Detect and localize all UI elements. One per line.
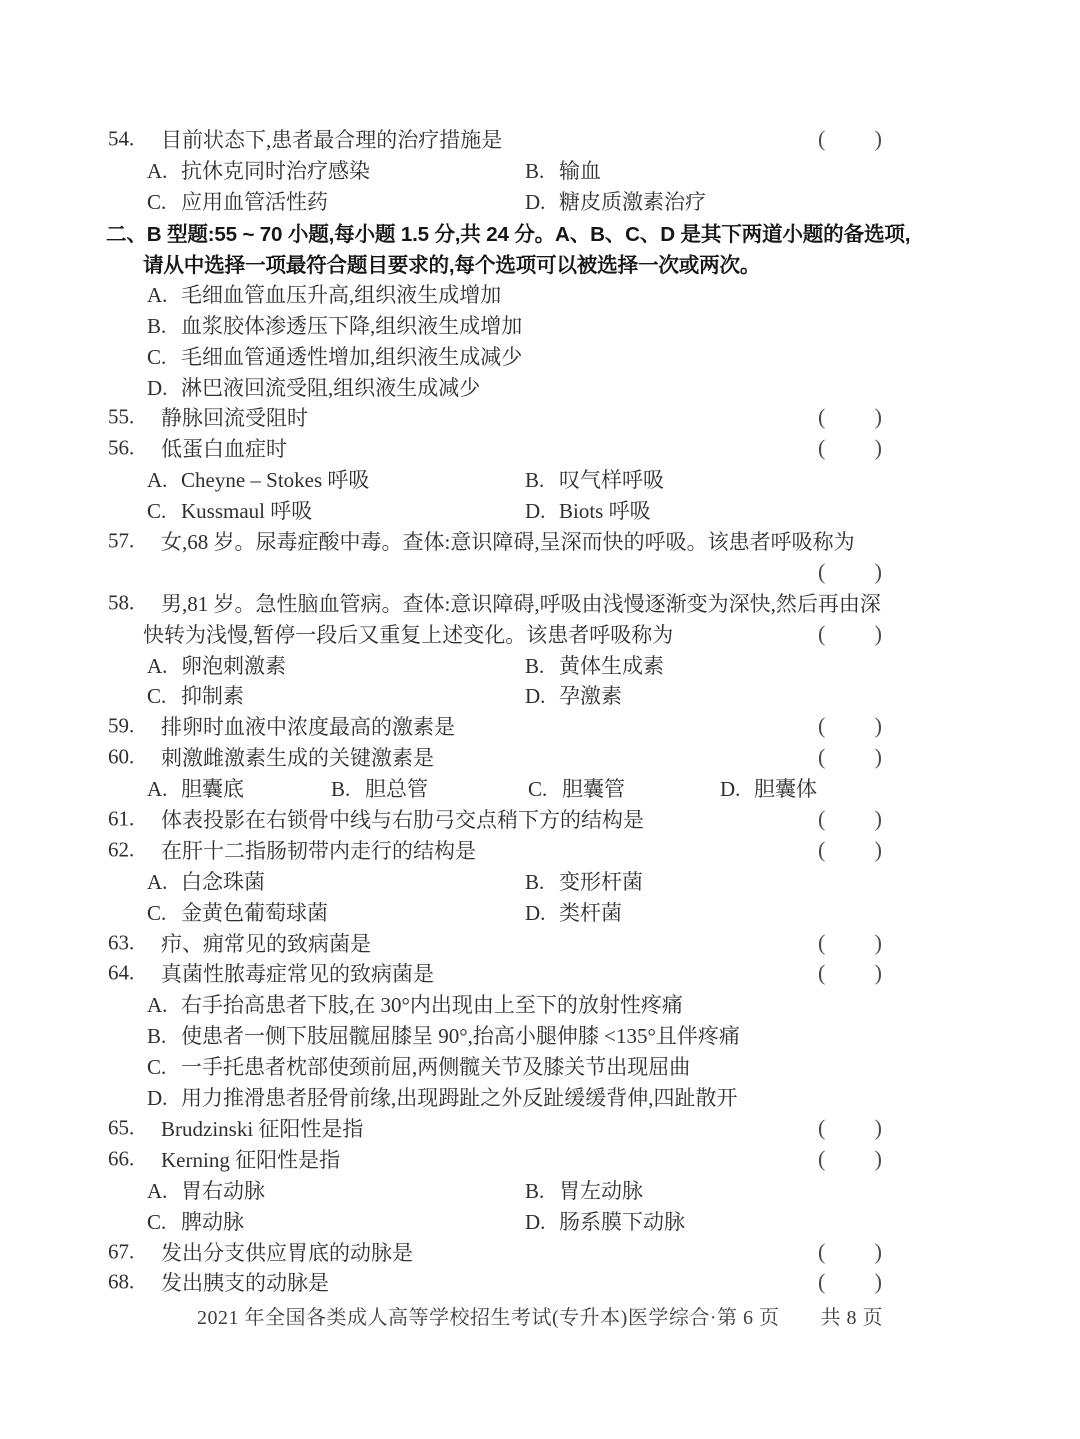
option-row	[0, 773, 1080, 804]
option-text: 孕激素	[559, 684, 622, 709]
answer-brackets	[818, 1115, 882, 1141]
question-text: 发出胰支的动脉是	[161, 1271, 329, 1296]
answer-brackets	[818, 806, 882, 832]
option-text: 淋巴液回流受阻,组织液生成减少	[181, 375, 481, 400]
option-letter: D.	[525, 190, 546, 215]
option-c	[528, 773, 625, 803]
option-a	[147, 989, 683, 1019]
answer-brackets	[818, 435, 882, 461]
option-letter: C.	[147, 190, 167, 215]
question-text: 低蛋白血症时	[161, 437, 287, 462]
option-d	[525, 186, 706, 216]
option-d	[525, 680, 622, 710]
option-d	[525, 897, 622, 927]
question-text: 男,81 岁。急性脑血管病。查体:意识障碍,呼吸由浅慢逐渐变为深快,然后再由深	[161, 591, 881, 616]
open-paren-icon: (	[818, 836, 826, 862]
answer-brackets	[818, 621, 882, 647]
question-66	[0, 1143, 1080, 1174]
option-text: 胃右动脉	[181, 1178, 265, 1203]
question-64	[0, 958, 1080, 989]
question-number: 55.	[108, 404, 135, 429]
option-letter: C.	[528, 777, 548, 802]
question-text: 真菌性脓毒症常见的致病菌是	[161, 962, 434, 987]
option-letter: D.	[525, 499, 546, 524]
option-b	[525, 155, 601, 185]
open-paren-icon: (	[818, 435, 826, 461]
question-text: 排卵时血液中浓度最高的激素是	[161, 715, 455, 740]
question-54	[0, 124, 1080, 155]
option-text: 使患者一侧下肢屈髋屈膝呈 90°,抬高小腿伸膝 <135°且伴疼痛	[181, 1024, 740, 1049]
option-row	[0, 464, 1080, 495]
option-letter: A.	[147, 653, 168, 678]
option-text: 抑制素	[181, 684, 244, 709]
option-row	[0, 1082, 1080, 1113]
question-62	[0, 834, 1080, 865]
option-d	[525, 1206, 685, 1236]
close-paren-icon: )	[874, 1238, 882, 1264]
question-text: Brudzinski 征阳性是指	[161, 1116, 364, 1141]
option-row	[0, 865, 1080, 896]
question-number: 67.	[108, 1239, 135, 1263]
open-paren-icon: (	[818, 713, 826, 739]
open-paren-icon: (	[818, 929, 826, 955]
option-letter: C.	[147, 900, 167, 925]
option-letter: A.	[147, 282, 168, 307]
option-text: 叹气样呼吸	[559, 468, 664, 493]
option-a	[147, 464, 369, 494]
open-paren-icon: (	[818, 620, 826, 646]
question-number: 58.	[108, 590, 135, 615]
option-letter: A.	[147, 869, 168, 894]
option-row	[0, 309, 1080, 340]
option-letter: D.	[525, 684, 546, 709]
option-letter: A.	[147, 468, 168, 493]
option-letter: B.	[331, 777, 351, 802]
option-c	[147, 341, 522, 371]
option-letter: D.	[147, 1086, 168, 1111]
exam-body	[0, 124, 1080, 1298]
close-paren-icon: )	[874, 929, 882, 955]
question-number: 65.	[108, 1115, 135, 1140]
option-text: 类杆菌	[559, 900, 622, 925]
close-paren-icon: )	[874, 836, 882, 862]
option-b	[525, 464, 664, 494]
answer-brackets	[818, 930, 882, 956]
question-65	[0, 1113, 1080, 1144]
answer-brackets	[818, 559, 882, 585]
option-letter: B.	[147, 313, 167, 338]
question-text: 发出分支供应胃底的动脉是	[161, 1240, 413, 1265]
option-b	[331, 773, 428, 803]
option-text: 一手托患者枕部使颈前屈,两侧髋关节及膝关节出现屈曲	[181, 1055, 691, 1080]
option-d	[147, 1082, 738, 1112]
option-text: 脾动脉	[181, 1209, 244, 1234]
question-58-continuation	[0, 618, 1080, 649]
option-d	[720, 773, 817, 803]
option-text: Kussmaul 呼吸	[181, 499, 313, 524]
option-c	[147, 1206, 244, 1236]
option-letter: D.	[525, 900, 546, 925]
option-text: 胆囊底	[181, 777, 244, 802]
option-letter: D.	[147, 375, 168, 400]
option-letter: C.	[147, 1209, 167, 1234]
option-row	[0, 649, 1080, 680]
close-paren-icon: )	[874, 1269, 882, 1295]
option-text: 胆囊体	[754, 777, 817, 802]
question-text: 体表投影在右锁骨中线与右肋弓交点稍下方的结构是	[161, 808, 644, 833]
answer-brackets	[818, 744, 882, 770]
option-row	[0, 896, 1080, 927]
question-number: 54.	[108, 126, 135, 151]
option-c	[147, 186, 328, 216]
open-paren-icon: (	[818, 1114, 826, 1140]
option-letter: A.	[147, 1178, 168, 1203]
option-text: 胃左动脉	[559, 1178, 643, 1203]
option-b	[525, 1175, 643, 1205]
option-text: 右手抬高患者下肢,在 30°内出现由上至下的放射性疼痛	[181, 993, 683, 1018]
option-row	[0, 371, 1080, 402]
question-number: 68.	[108, 1269, 135, 1294]
answer-brackets	[818, 126, 882, 152]
question-58	[0, 587, 1080, 618]
question-number: 64.	[108, 960, 135, 985]
option-text: 卵泡刺激素	[181, 653, 286, 678]
open-paren-icon: (	[818, 1269, 826, 1295]
answer-brackets	[818, 713, 882, 739]
open-paren-icon: (	[818, 1145, 826, 1171]
option-text: 应用血管活性药	[181, 190, 328, 215]
answer-brackets	[818, 1239, 882, 1265]
question-text: 快转为浅慢,暂停一段后又重复上述变化。该患者呼吸称为	[143, 622, 674, 647]
option-c	[147, 897, 328, 927]
option-text: Cheyne – Stokes 呼吸	[181, 468, 370, 493]
option-text: 糖皮质激素治疗	[559, 190, 706, 215]
question-68	[0, 1267, 1080, 1298]
option-text: 黄体生成素	[559, 653, 664, 678]
question-60	[0, 742, 1080, 773]
option-row	[0, 155, 1080, 186]
question-number: 57.	[108, 528, 135, 553]
option-text: 变形杆菌	[559, 869, 643, 894]
close-paren-icon: )	[874, 960, 882, 986]
close-paren-icon: )	[874, 1114, 882, 1140]
option-b	[147, 310, 522, 340]
section-b-heading-line1	[0, 217, 1080, 248]
option-text: 金黄色葡萄球菌	[181, 900, 328, 925]
option-text: 肠系膜下动脉	[559, 1209, 685, 1234]
option-row	[0, 1020, 1080, 1051]
option-row	[0, 1205, 1080, 1236]
option-row	[0, 278, 1080, 309]
option-letter: C.	[147, 684, 167, 709]
question-number: 63.	[108, 930, 135, 955]
question-text: 疖、痈常见的致病菌是	[161, 931, 371, 956]
close-paren-icon: )	[874, 806, 882, 832]
close-paren-icon: )	[874, 620, 882, 646]
question-text: Kerning 征阳性是指	[161, 1147, 341, 1172]
question-number: 56.	[108, 435, 135, 460]
open-paren-icon: (	[818, 1238, 826, 1264]
option-row	[0, 340, 1080, 371]
option-letter: C.	[147, 1055, 167, 1080]
option-row	[0, 989, 1080, 1020]
close-paren-icon: )	[874, 435, 882, 461]
option-c	[147, 495, 312, 525]
option-letter: D.	[525, 1209, 546, 1234]
open-paren-icon: (	[818, 960, 826, 986]
close-paren-icon: )	[874, 404, 882, 430]
section-b-heading-line2	[0, 248, 1080, 279]
option-letter: B.	[525, 1178, 545, 1203]
question-55	[0, 402, 1080, 433]
question-number: 62.	[108, 837, 135, 862]
answer-brackets	[818, 960, 882, 986]
option-b	[525, 650, 664, 680]
option-row	[0, 680, 1080, 711]
option-text: 血浆胶体渗透压下降,组织液生成增加	[181, 313, 523, 338]
question-63	[0, 927, 1080, 958]
option-row	[0, 495, 1080, 526]
option-letter: C.	[147, 499, 167, 524]
question-56	[0, 433, 1080, 464]
option-letter: B.	[525, 869, 545, 894]
answer-brackets	[818, 837, 882, 863]
question-57	[0, 526, 1080, 557]
option-text: Biots 呼吸	[559, 499, 651, 524]
option-text: 胆囊管	[562, 777, 625, 802]
answer-brackets	[818, 1269, 882, 1295]
section-heading-text: 二、B 型题:55 ~ 70 小题,每小题 1.5 分,共 24 分。A、B、C、D 是其下两道小题的备选项,	[106, 223, 911, 247]
answer-brackets	[818, 1146, 882, 1172]
option-row	[0, 1174, 1080, 1205]
option-text: 输血	[559, 159, 601, 184]
open-paren-icon: (	[818, 744, 826, 770]
close-paren-icon: )	[874, 744, 882, 770]
question-59	[0, 711, 1080, 742]
option-c	[147, 1051, 690, 1081]
option-d	[525, 495, 651, 525]
answer-bracket-line	[0, 556, 1080, 587]
question-text: 在肝十二指肠韧带内走行的结构是	[161, 838, 476, 863]
option-text: 抗休克同时治疗感染	[181, 159, 370, 184]
section-heading-text: 请从中选择一项最符合题目要求的,每个选项可以被选择一次或两次。	[143, 254, 761, 277]
open-paren-icon: (	[818, 126, 826, 152]
option-text: 毛细血管血压升高,组织液生成增加	[181, 282, 502, 307]
close-paren-icon: )	[874, 713, 882, 739]
close-paren-icon: )	[874, 126, 882, 152]
option-row	[0, 186, 1080, 217]
question-number: 61.	[108, 806, 135, 831]
option-letter: B.	[525, 159, 545, 184]
option-row	[0, 1051, 1080, 1082]
close-paren-icon: )	[874, 1145, 882, 1171]
question-number: 59.	[108, 713, 135, 738]
answer-brackets	[818, 404, 882, 430]
option-letter: A.	[147, 159, 168, 184]
option-text: 白念珠菌	[181, 869, 265, 894]
option-a	[147, 866, 265, 896]
page-footer: 2021 年全国各类成人高等学校招生考试(专升本)医学综合·第 6 页 共 8 页	[197, 1307, 883, 1329]
open-paren-icon: (	[818, 404, 826, 430]
option-letter: B.	[525, 468, 545, 493]
option-a	[147, 650, 286, 680]
option-letter: B.	[525, 653, 545, 678]
option-letter: A.	[147, 777, 168, 802]
option-letter: A.	[147, 993, 168, 1018]
option-letter: B.	[147, 1024, 167, 1049]
option-text: 用力推滑患者胫骨前缘,出现𧿹趾之外反趾缓缓背伸,四趾散开	[181, 1086, 738, 1111]
option-letter: C.	[147, 344, 167, 369]
question-67	[0, 1236, 1080, 1267]
option-a	[147, 773, 244, 803]
option-a	[147, 155, 370, 185]
question-text: 目前状态下,患者最合理的治疗措施是	[161, 128, 503, 153]
option-text: 胆总管	[365, 777, 428, 802]
option-b	[147, 1020, 740, 1050]
option-a	[147, 1175, 265, 1205]
question-text: 刺激雌激素生成的关键激素是	[161, 746, 434, 771]
open-paren-icon: (	[818, 558, 826, 584]
question-text: 静脉回流受阻时	[161, 406, 308, 431]
question-number: 60.	[108, 744, 135, 769]
option-letter: D.	[720, 777, 741, 802]
option-d	[147, 372, 480, 402]
question-text: 女,68 岁。尿毒症酸中毒。查体:意识障碍,呈深而快的呼吸。该患者呼吸称为	[161, 530, 855, 555]
option-a	[147, 279, 501, 309]
close-paren-icon: )	[874, 558, 882, 584]
option-text: 毛细血管通透性增加,组织液生成减少	[181, 344, 523, 369]
open-paren-icon: (	[818, 806, 826, 832]
option-b	[525, 866, 643, 896]
question-61	[0, 804, 1080, 835]
option-c	[147, 680, 244, 710]
question-number: 66.	[108, 1146, 135, 1171]
